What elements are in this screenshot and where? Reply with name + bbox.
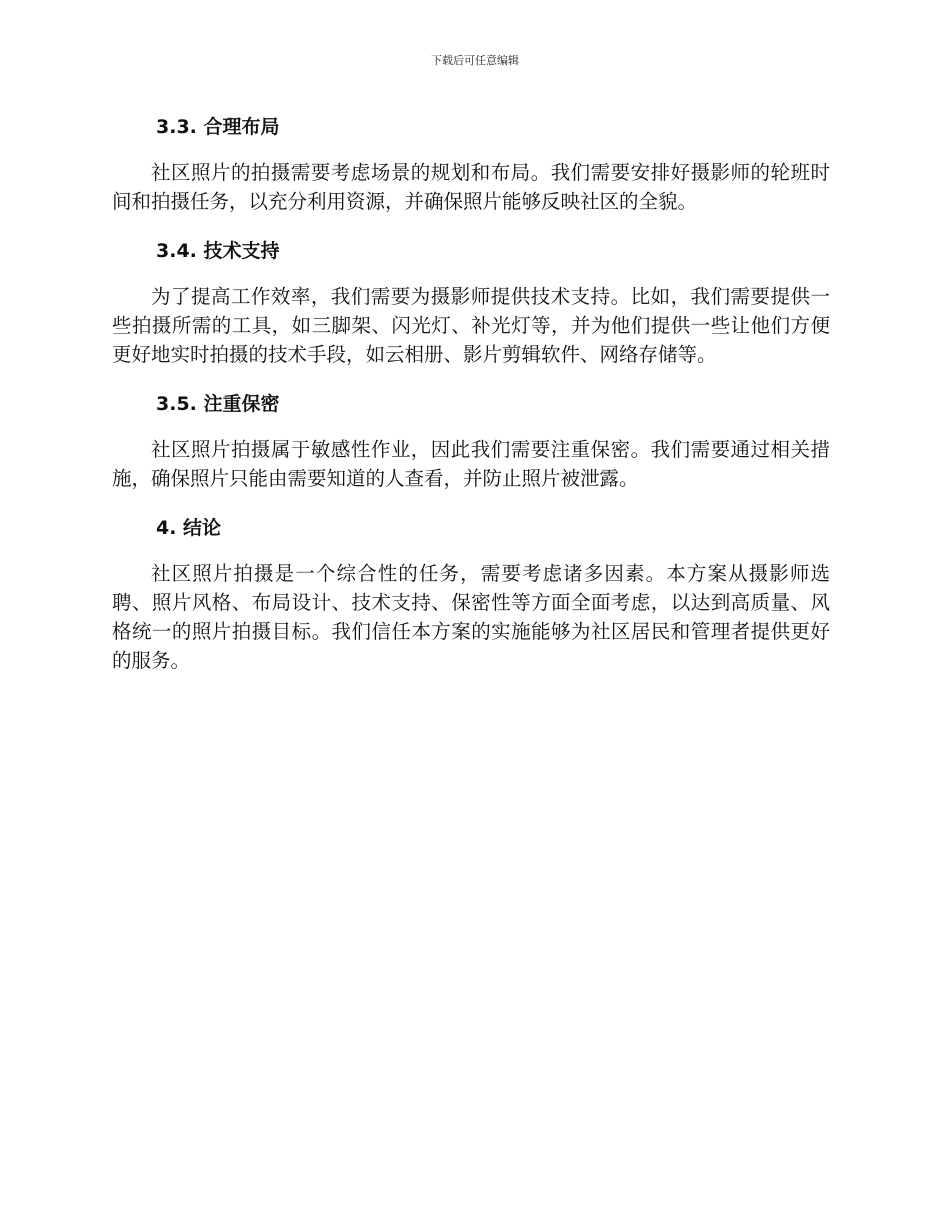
section-heading: 4. 结论 [156, 517, 222, 539]
section-paragraph: 社区照片的拍摄需要考虑场景的规划和布局。我们需要安排好摄影师的轮班时间和拍摄任务，以充分利用资源，并确保照片能够反映社区的全貌。 [112, 161, 830, 213]
section-confidentiality [112, 387, 830, 493]
section-layout [112, 110, 830, 216]
section-paragraph: 为了提高工作效率，我们需要为摄影师提供技术支持。比如，我们需要提供一些拍摄所需的工具，如三脚架、闪光灯、补光灯等，并为他们提供一些让他们方便更好地实时拍摄的技术手段，如云相册、影片剪辑软件、网络存储等。 [112, 285, 830, 366]
document-body [112, 110, 830, 693]
section-heading: 3.3. 合理布局 [156, 116, 280, 138]
section-conclusion [112, 511, 830, 675]
section-tech-support [112, 234, 830, 369]
section-paragraph: 社区照片拍摄是一个综合性的任务，需要考虑诸多因素。本方案从摄影师选聘、照片风格、布局设计、技术支持、保密性等方面全面考虑，以达到高质量、风格统一的照片拍摄目标。我们信任本方案的实施能够为社区居民和管理者提供更好的服务。 [112, 562, 830, 672]
page-header: 下载后可任意编辑 [431, 54, 519, 67]
section-paragraph: 社区照片拍摄属于敏感性作业，因此我们需要注重保密。我们需要通过相关措施，确保照片只能由需要知道的人查看，并防止照片被泄露。 [112, 438, 830, 490]
section-heading: 3.5. 注重保密 [156, 393, 280, 415]
section-heading: 3.4. 技术支持 [156, 240, 280, 262]
